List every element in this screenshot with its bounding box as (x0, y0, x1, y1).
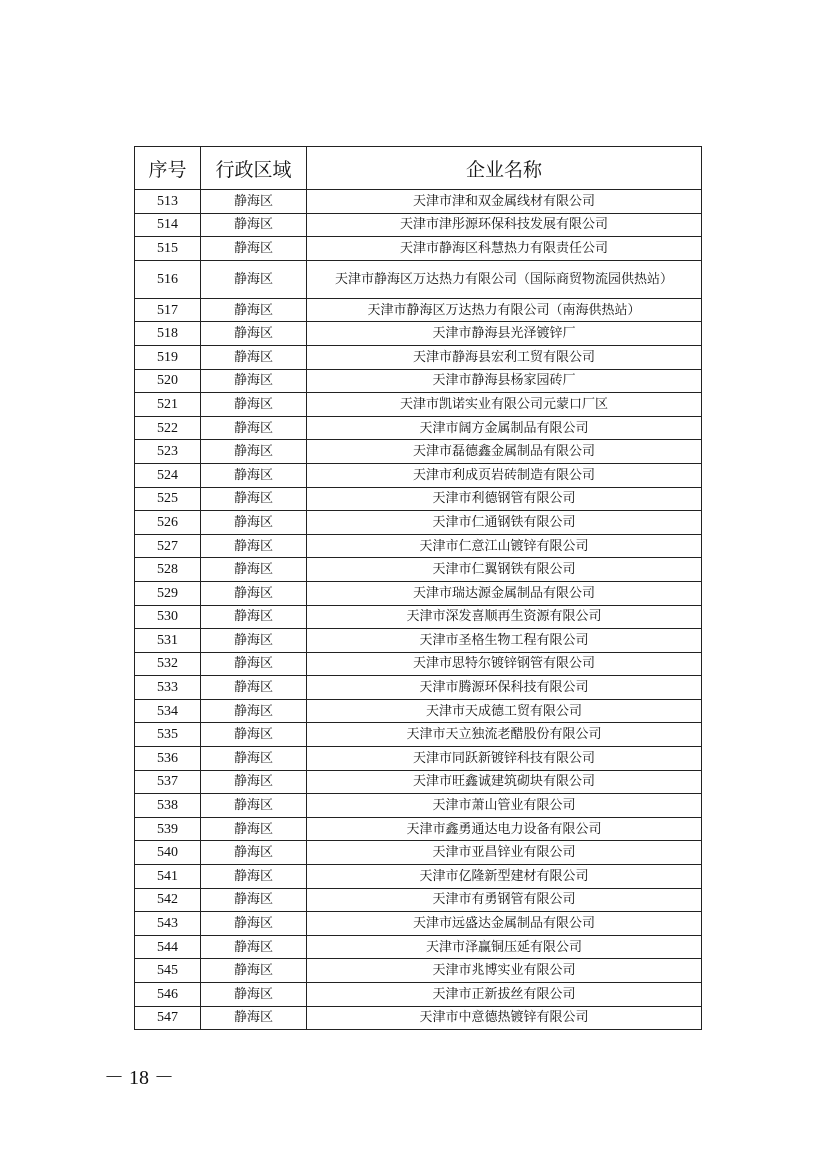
row-company-name: 天津市静海县光泽镀锌厂 (307, 322, 702, 346)
table-row (135, 581, 702, 605)
table-row (135, 322, 702, 346)
table-row (135, 440, 702, 464)
row-serial-number: 544 (135, 935, 201, 959)
table-row (135, 652, 702, 676)
table-row (135, 463, 702, 487)
row-district: 静海区 (201, 416, 307, 440)
row-serial-number: 528 (135, 558, 201, 582)
row-district: 静海区 (201, 629, 307, 653)
row-company-name: 天津市静海县杨家园砖厂 (307, 369, 702, 393)
row-company-name: 天津市正新拔丝有限公司 (307, 983, 702, 1007)
row-company-name: 天津市思特尔镀锌钢管有限公司 (307, 652, 702, 676)
row-serial-number: 527 (135, 534, 201, 558)
table-row (135, 298, 702, 322)
row-company-name: 天津市旺鑫诚建筑砌块有限公司 (307, 770, 702, 794)
table-row (135, 393, 702, 417)
row-district: 静海区 (201, 652, 307, 676)
row-company-name: 天津市磊德鑫金属制品有限公司 (307, 440, 702, 464)
table-row (135, 841, 702, 865)
table-row (135, 260, 702, 298)
row-company-name: 天津市凯诺实业有限公司元蒙口厂区 (307, 393, 702, 417)
row-serial-number: 542 (135, 888, 201, 912)
table-row (135, 369, 702, 393)
table-row (135, 817, 702, 841)
row-company-name: 天津市仁翼钢铁有限公司 (307, 558, 702, 582)
row-company-name: 天津市利成页岩砖制造有限公司 (307, 463, 702, 487)
row-serial-number: 532 (135, 652, 201, 676)
row-serial-number: 523 (135, 440, 201, 464)
row-district: 静海区 (201, 1006, 307, 1030)
table-row (135, 190, 702, 214)
header-company-name: 企业名称 (307, 147, 702, 190)
row-district: 静海区 (201, 440, 307, 464)
row-district: 静海区 (201, 817, 307, 841)
row-company-name: 天津市萧山管业有限公司 (307, 794, 702, 818)
row-serial-number: 520 (135, 369, 201, 393)
row-serial-number: 525 (135, 487, 201, 511)
row-company-name: 天津市中意德热镀锌有限公司 (307, 1006, 702, 1030)
enterprise-table (134, 146, 702, 1030)
row-serial-number: 535 (135, 723, 201, 747)
row-district: 静海区 (201, 794, 307, 818)
row-serial-number: 540 (135, 841, 201, 865)
row-district: 静海区 (201, 865, 307, 889)
table-row (135, 605, 702, 629)
table-row (135, 237, 702, 261)
table-body (135, 190, 702, 1030)
row-district: 静海区 (201, 959, 307, 983)
table-row (135, 935, 702, 959)
row-company-name: 天津市津彤源环保科技发展有限公司 (307, 213, 702, 237)
table-row (135, 865, 702, 889)
table-row (135, 676, 702, 700)
row-district: 静海区 (201, 487, 307, 511)
row-serial-number: 514 (135, 213, 201, 237)
row-company-name: 天津市静海区万达热力有限公司（南海供热站） (307, 298, 702, 322)
row-serial-number: 531 (135, 629, 201, 653)
row-serial-number: 519 (135, 345, 201, 369)
row-company-name: 天津市鑫勇通达电力设备有限公司 (307, 817, 702, 841)
header-district: 行政区域 (201, 147, 307, 190)
table-row (135, 888, 702, 912)
row-district: 静海区 (201, 190, 307, 214)
table-row (135, 723, 702, 747)
row-district: 静海区 (201, 534, 307, 558)
row-district: 静海区 (201, 322, 307, 346)
row-company-name: 天津市静海县宏利工贸有限公司 (307, 345, 702, 369)
row-serial-number: 537 (135, 770, 201, 794)
row-serial-number: 539 (135, 817, 201, 841)
row-company-name: 天津市腾源环保科技有限公司 (307, 676, 702, 700)
row-serial-number: 522 (135, 416, 201, 440)
row-serial-number: 536 (135, 747, 201, 771)
row-district: 静海区 (201, 699, 307, 723)
row-district: 静海区 (201, 983, 307, 1007)
row-district: 静海区 (201, 912, 307, 936)
row-serial-number: 518 (135, 322, 201, 346)
table-row (135, 1006, 702, 1030)
row-district: 静海区 (201, 581, 307, 605)
row-company-name: 天津市天成德工贸有限公司 (307, 699, 702, 723)
row-company-name: 天津市泽赢铜压延有限公司 (307, 935, 702, 959)
row-company-name: 天津市天立独流老醋股份有限公司 (307, 723, 702, 747)
row-serial-number: 543 (135, 912, 201, 936)
row-company-name: 天津市亿隆新型建材有限公司 (307, 865, 702, 889)
row-district: 静海区 (201, 511, 307, 535)
row-company-name: 天津市仁意江山镀锌有限公司 (307, 534, 702, 558)
header-serial-number: 序号 (135, 147, 201, 190)
row-district: 静海区 (201, 213, 307, 237)
row-serial-number: 517 (135, 298, 201, 322)
page-number: － 18 － (104, 1067, 174, 1089)
row-district: 静海区 (201, 298, 307, 322)
row-district: 静海区 (201, 770, 307, 794)
row-district: 静海区 (201, 260, 307, 298)
table-row (135, 699, 702, 723)
table-row (135, 416, 702, 440)
row-company-name: 天津市静海区万达热力有限公司（国际商贸物流园供热站） (307, 260, 702, 298)
row-district: 静海区 (201, 723, 307, 747)
row-company-name: 天津市同跃新镀锌科技有限公司 (307, 747, 702, 771)
row-serial-number: 541 (135, 865, 201, 889)
row-serial-number: 529 (135, 581, 201, 605)
row-company-name: 天津市利德钢管有限公司 (307, 487, 702, 511)
row-company-name: 天津市瑞达源金属制品有限公司 (307, 581, 702, 605)
table-row (135, 959, 702, 983)
row-company-name: 天津市圣格生物工程有限公司 (307, 629, 702, 653)
row-serial-number: 545 (135, 959, 201, 983)
row-district: 静海区 (201, 888, 307, 912)
row-company-name: 天津市远盛达金属制品有限公司 (307, 912, 702, 936)
row-serial-number: 538 (135, 794, 201, 818)
table-row (135, 558, 702, 582)
row-company-name: 天津市阔方金属制品有限公司 (307, 416, 702, 440)
table-row (135, 912, 702, 936)
row-company-name: 天津市津和双金属线材有限公司 (307, 190, 702, 214)
row-serial-number: 513 (135, 190, 201, 214)
row-district: 静海区 (201, 237, 307, 261)
row-serial-number: 533 (135, 676, 201, 700)
row-serial-number: 515 (135, 237, 201, 261)
row-district: 静海区 (201, 935, 307, 959)
row-district: 静海区 (201, 605, 307, 629)
table-row (135, 534, 702, 558)
table-row (135, 511, 702, 535)
row-company-name: 天津市兆博实业有限公司 (307, 959, 702, 983)
row-district: 静海区 (201, 345, 307, 369)
table-row (135, 794, 702, 818)
row-district: 静海区 (201, 393, 307, 417)
row-serial-number: 546 (135, 983, 201, 1007)
header-row (135, 147, 702, 190)
row-serial-number: 524 (135, 463, 201, 487)
row-company-name: 天津市静海区科慧热力有限责任公司 (307, 237, 702, 261)
row-district: 静海区 (201, 558, 307, 582)
table-row (135, 770, 702, 794)
row-company-name: 天津市亚昌锌业有限公司 (307, 841, 702, 865)
row-serial-number: 516 (135, 260, 201, 298)
table-row (135, 629, 702, 653)
row-serial-number: 530 (135, 605, 201, 629)
table-row (135, 487, 702, 511)
row-serial-number: 547 (135, 1006, 201, 1030)
table-row (135, 983, 702, 1007)
row-district: 静海区 (201, 369, 307, 393)
row-district: 静海区 (201, 747, 307, 771)
table-row (135, 747, 702, 771)
row-serial-number: 534 (135, 699, 201, 723)
table-header (135, 147, 702, 190)
row-company-name: 天津市仁通钢铁有限公司 (307, 511, 702, 535)
row-company-name: 天津市深发喜顺再生资源有限公司 (307, 605, 702, 629)
row-district: 静海区 (201, 676, 307, 700)
row-serial-number: 521 (135, 393, 201, 417)
table-row (135, 345, 702, 369)
row-company-name: 天津市有勇钢管有限公司 (307, 888, 702, 912)
row-serial-number: 526 (135, 511, 201, 535)
table-row (135, 213, 702, 237)
row-district: 静海区 (201, 463, 307, 487)
row-district: 静海区 (201, 841, 307, 865)
